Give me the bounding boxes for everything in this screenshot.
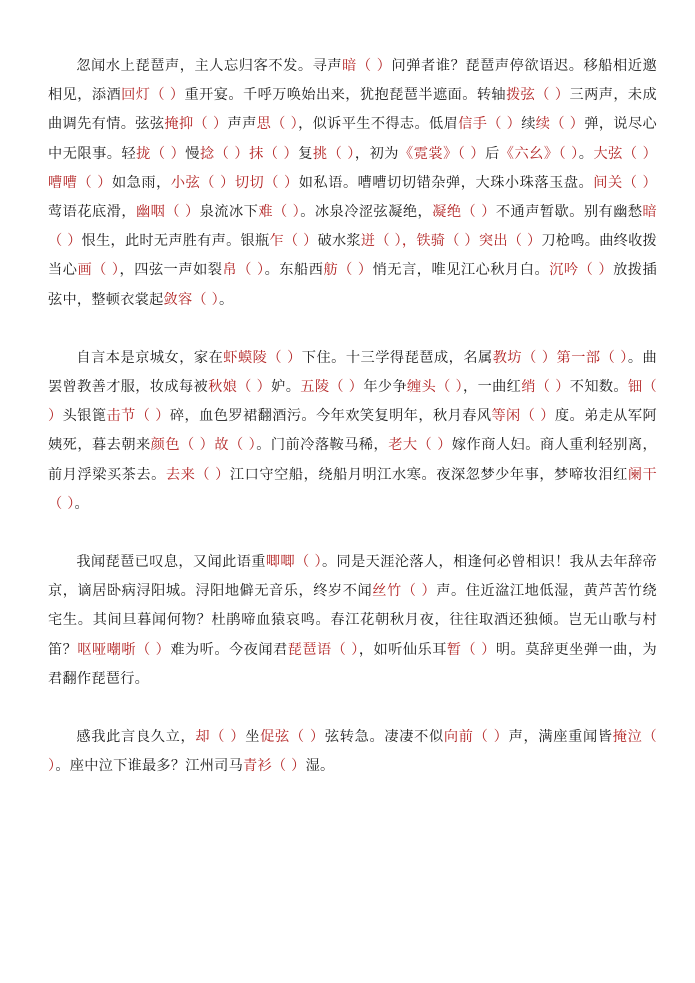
text-segment: 下住。十三学得琵琶成，名属	[301, 349, 493, 366]
annotated-term: 绡（ ）	[521, 379, 570, 396]
annotated-term: 捻（ ）	[199, 145, 250, 162]
annotated-term: 信手（ ）	[458, 116, 522, 133]
paragraph-3	[48, 548, 657, 694]
text-segment: 妒。	[271, 379, 301, 396]
annotated-term: 老大（ ）	[388, 437, 452, 454]
text-segment: 如私语。嘈嘈切切错杂弹，大珠小珠落玉盘。	[298, 174, 594, 191]
text-segment: 感我此言良久立，	[76, 729, 196, 746]
annotated-term: 沉吟（ ）	[549, 262, 614, 279]
text-segment: 头银篦	[62, 408, 107, 425]
text-segment: 问弹者谁？琵琶声停欲语迟。移船相近邀相见，添酒	[48, 58, 657, 104]
annotated-term: 教坊（ ）第一部（ ）	[492, 349, 628, 366]
text-segment: 悄无言，唯见江心秋月白。	[372, 262, 550, 279]
text-segment: 我闻琵琶已叹息，又闻此语重	[76, 554, 266, 571]
text-segment: 。曲罢曾教善才服，妆成每被	[48, 349, 657, 396]
annotated-term: 向前（ ）	[443, 729, 509, 746]
annotated-term: 去来（ ）	[165, 466, 230, 483]
annotated-term: 切切（ ）	[234, 174, 299, 191]
paragraph-4	[48, 723, 657, 781]
text-segment: 恨生，此时无声胜有声。银瓶	[81, 233, 270, 250]
annotated-term: 琵琶语（ ）	[287, 641, 359, 658]
annotated-term: 间关（ ）	[593, 174, 657, 191]
text-segment: 江口守空船，绕船月明江水寒。夜深忽梦少年事，梦啼妆泪红	[229, 466, 628, 483]
annotated-term: 暗（ ）	[48, 204, 657, 250]
text-segment: 碎，血色罗裙翻酒污。今年欢笑复明年，秋月春风	[169, 408, 492, 425]
annotated-term: 思（ ）	[256, 116, 299, 133]
text-segment: 明。莫辞更坐弹一曲，为君翻作琵琶行。	[48, 641, 657, 687]
annotated-term: 舫（ ）	[323, 262, 373, 279]
text-segment: 刀枪鸣。曲终收拨当心	[48, 233, 657, 279]
text-segment: 坐	[245, 729, 261, 746]
text-segment: 声。住近湓江地低湿，黄芦苦竹绕宅生。其间旦暮闻何物？杜鹃啼血猿哀鸣。春江花朝秋月夜，往往取酒还独倾。岂无山歌与村笛？	[48, 583, 657, 658]
annotated-term: 小弦（ ）	[170, 174, 235, 191]
text-segment: 。同是天涯沦落人，相逢何必曾相识！我从去年辞帝京，谪居卧病浔阳城。浔阳地僻无音乐，终岁不闻	[48, 554, 657, 600]
text-segment: ，初为	[354, 145, 399, 162]
annotated-term: 大弦（ ）	[593, 145, 658, 162]
annotated-term: 击节（ ）	[106, 408, 170, 425]
annotated-term: 暗（ ）	[342, 58, 392, 74]
text-segment: 不知数。	[569, 379, 628, 396]
annotated-term: 画（ ）	[77, 262, 120, 279]
text-segment: 泉流冰下	[199, 204, 259, 221]
text-segment: 破水浆	[317, 233, 361, 250]
annotated-term: 回灯（ ）	[121, 87, 185, 104]
annotated-term: 幽咽（ ）	[136, 204, 200, 221]
annotated-term: 抹（ ）	[249, 145, 299, 162]
text-segment: 复	[298, 145, 313, 162]
text-segment: 放拨插弦中，整顿衣裳起	[48, 262, 657, 308]
text-segment: ，一曲红	[463, 379, 522, 396]
text-segment: ，似诉平生不得志。低眉	[298, 116, 459, 133]
annotated-term: 青衫（ ）	[243, 758, 306, 775]
annotated-term: 秋娘（ ）	[208, 379, 272, 396]
text-segment: 。座中泣下谁最多？江州司马	[55, 758, 244, 775]
text-segment: 嫁作商人妇。商人重利轻别离，前月浮梁买茶去。	[48, 437, 657, 483]
text-segment: 声声	[227, 116, 257, 133]
text-segment: 。门前冷落鞍马稀，	[256, 437, 389, 454]
annotated-term: 却（ ）	[195, 729, 246, 746]
text-segment: ，如听仙乐耳	[358, 641, 447, 658]
annotated-term: 拨弦（ ）	[506, 87, 570, 104]
annotated-term: 掩泣（ ）	[48, 729, 657, 775]
annotated-term: 颜色（ ）故（ ）	[150, 437, 257, 454]
annotated-term: 突出（ ）	[478, 233, 542, 250]
text-segment: 难为听。今夜闻君	[170, 641, 288, 658]
annotated-term: 促弦（ ）	[260, 729, 325, 746]
annotated-term: 拢（ ）	[136, 145, 186, 162]
annotated-term: 敛容（ ）	[163, 291, 219, 308]
text-segment: 不通声暂歇。别有幽愁	[495, 204, 643, 221]
annotated-term: 乍（ ）	[269, 233, 318, 250]
paragraph-gap	[48, 519, 657, 548]
annotated-term: 钿（ ）	[48, 379, 657, 425]
paragraph-gap	[48, 315, 657, 344]
text-segment: 度。弟走从军阿姨死，暮去朝来	[48, 408, 657, 454]
annotated-term: 难（ ）	[258, 204, 301, 221]
text-segment: 。	[74, 495, 89, 512]
annotated-term: 嘈嘈（ ）	[48, 174, 112, 191]
text-segment: 弦转急。凄凄不似	[324, 729, 444, 746]
text-segment: 。冰泉冷涩弦凝绝，	[300, 204, 433, 221]
annotated-term: 等闲（ ）	[491, 408, 555, 425]
text-segment: 年少争	[363, 379, 408, 396]
annotated-term: 呕哑嘲哳（ ）	[77, 641, 171, 658]
annotated-term: 缠头（ ）	[407, 379, 464, 396]
annotated-term: 阑干（ ）	[48, 466, 657, 512]
annotated-term: 唧唧（ ）	[265, 554, 322, 571]
annotated-term: 续（ ）	[535, 116, 585, 133]
paragraph-1	[48, 52, 657, 315]
text-segment: 如急雨，	[111, 174, 171, 191]
annotated-term: 凝绝（ ）	[432, 204, 496, 221]
annotated-term: 暂（ ）	[446, 641, 496, 658]
annotated-term: 《六幺》（ ）	[499, 145, 579, 162]
text-segment: 忽闻水上琵琶声，主人忘归客不发。寻声	[76, 58, 343, 74]
annotated-term: ，铁骑（ ）	[401, 233, 479, 250]
text-segment: 声，满座重闻皆	[508, 729, 613, 746]
text-segment: 。	[578, 145, 594, 162]
text-segment: 慢	[185, 145, 200, 162]
annotated-term: 丝竹（ ）	[372, 583, 437, 600]
annotated-term: 《霓裳》（ ）	[399, 145, 486, 162]
text-segment: 。	[218, 291, 234, 308]
text-segment: 莺语花底滑，	[48, 204, 136, 221]
annotated-term: 迸（ ）	[360, 233, 402, 250]
text-segment: 自言本是京城女，家在	[76, 349, 224, 366]
annotated-term: 挑（ ）	[312, 145, 355, 162]
text-segment: 三两声，未成曲调先有情。弦弦	[48, 87, 657, 133]
text-segment: ，四弦一声如裂	[119, 262, 223, 279]
annotated-term: 虾蟆陵（ ）	[223, 349, 302, 366]
annotated-term: 掩抑（ ）	[164, 116, 228, 133]
text-segment: 。东船西	[264, 262, 324, 279]
paragraph-gap	[48, 694, 657, 723]
paragraph-2	[48, 344, 657, 519]
text-segment: 湿。	[305, 758, 335, 775]
annotated-term: 五陵（ ）	[300, 379, 364, 396]
annotated-term: 帛（ ）	[222, 262, 265, 279]
text-segment: 弹，说尽心中无限事。轻	[48, 116, 657, 162]
text-segment: 重开宴。千呼万唤始出来，犹抱琵琶半遮面。转轴	[184, 87, 507, 104]
text-segment: 后	[485, 145, 500, 162]
text-segment: 续	[521, 116, 536, 133]
